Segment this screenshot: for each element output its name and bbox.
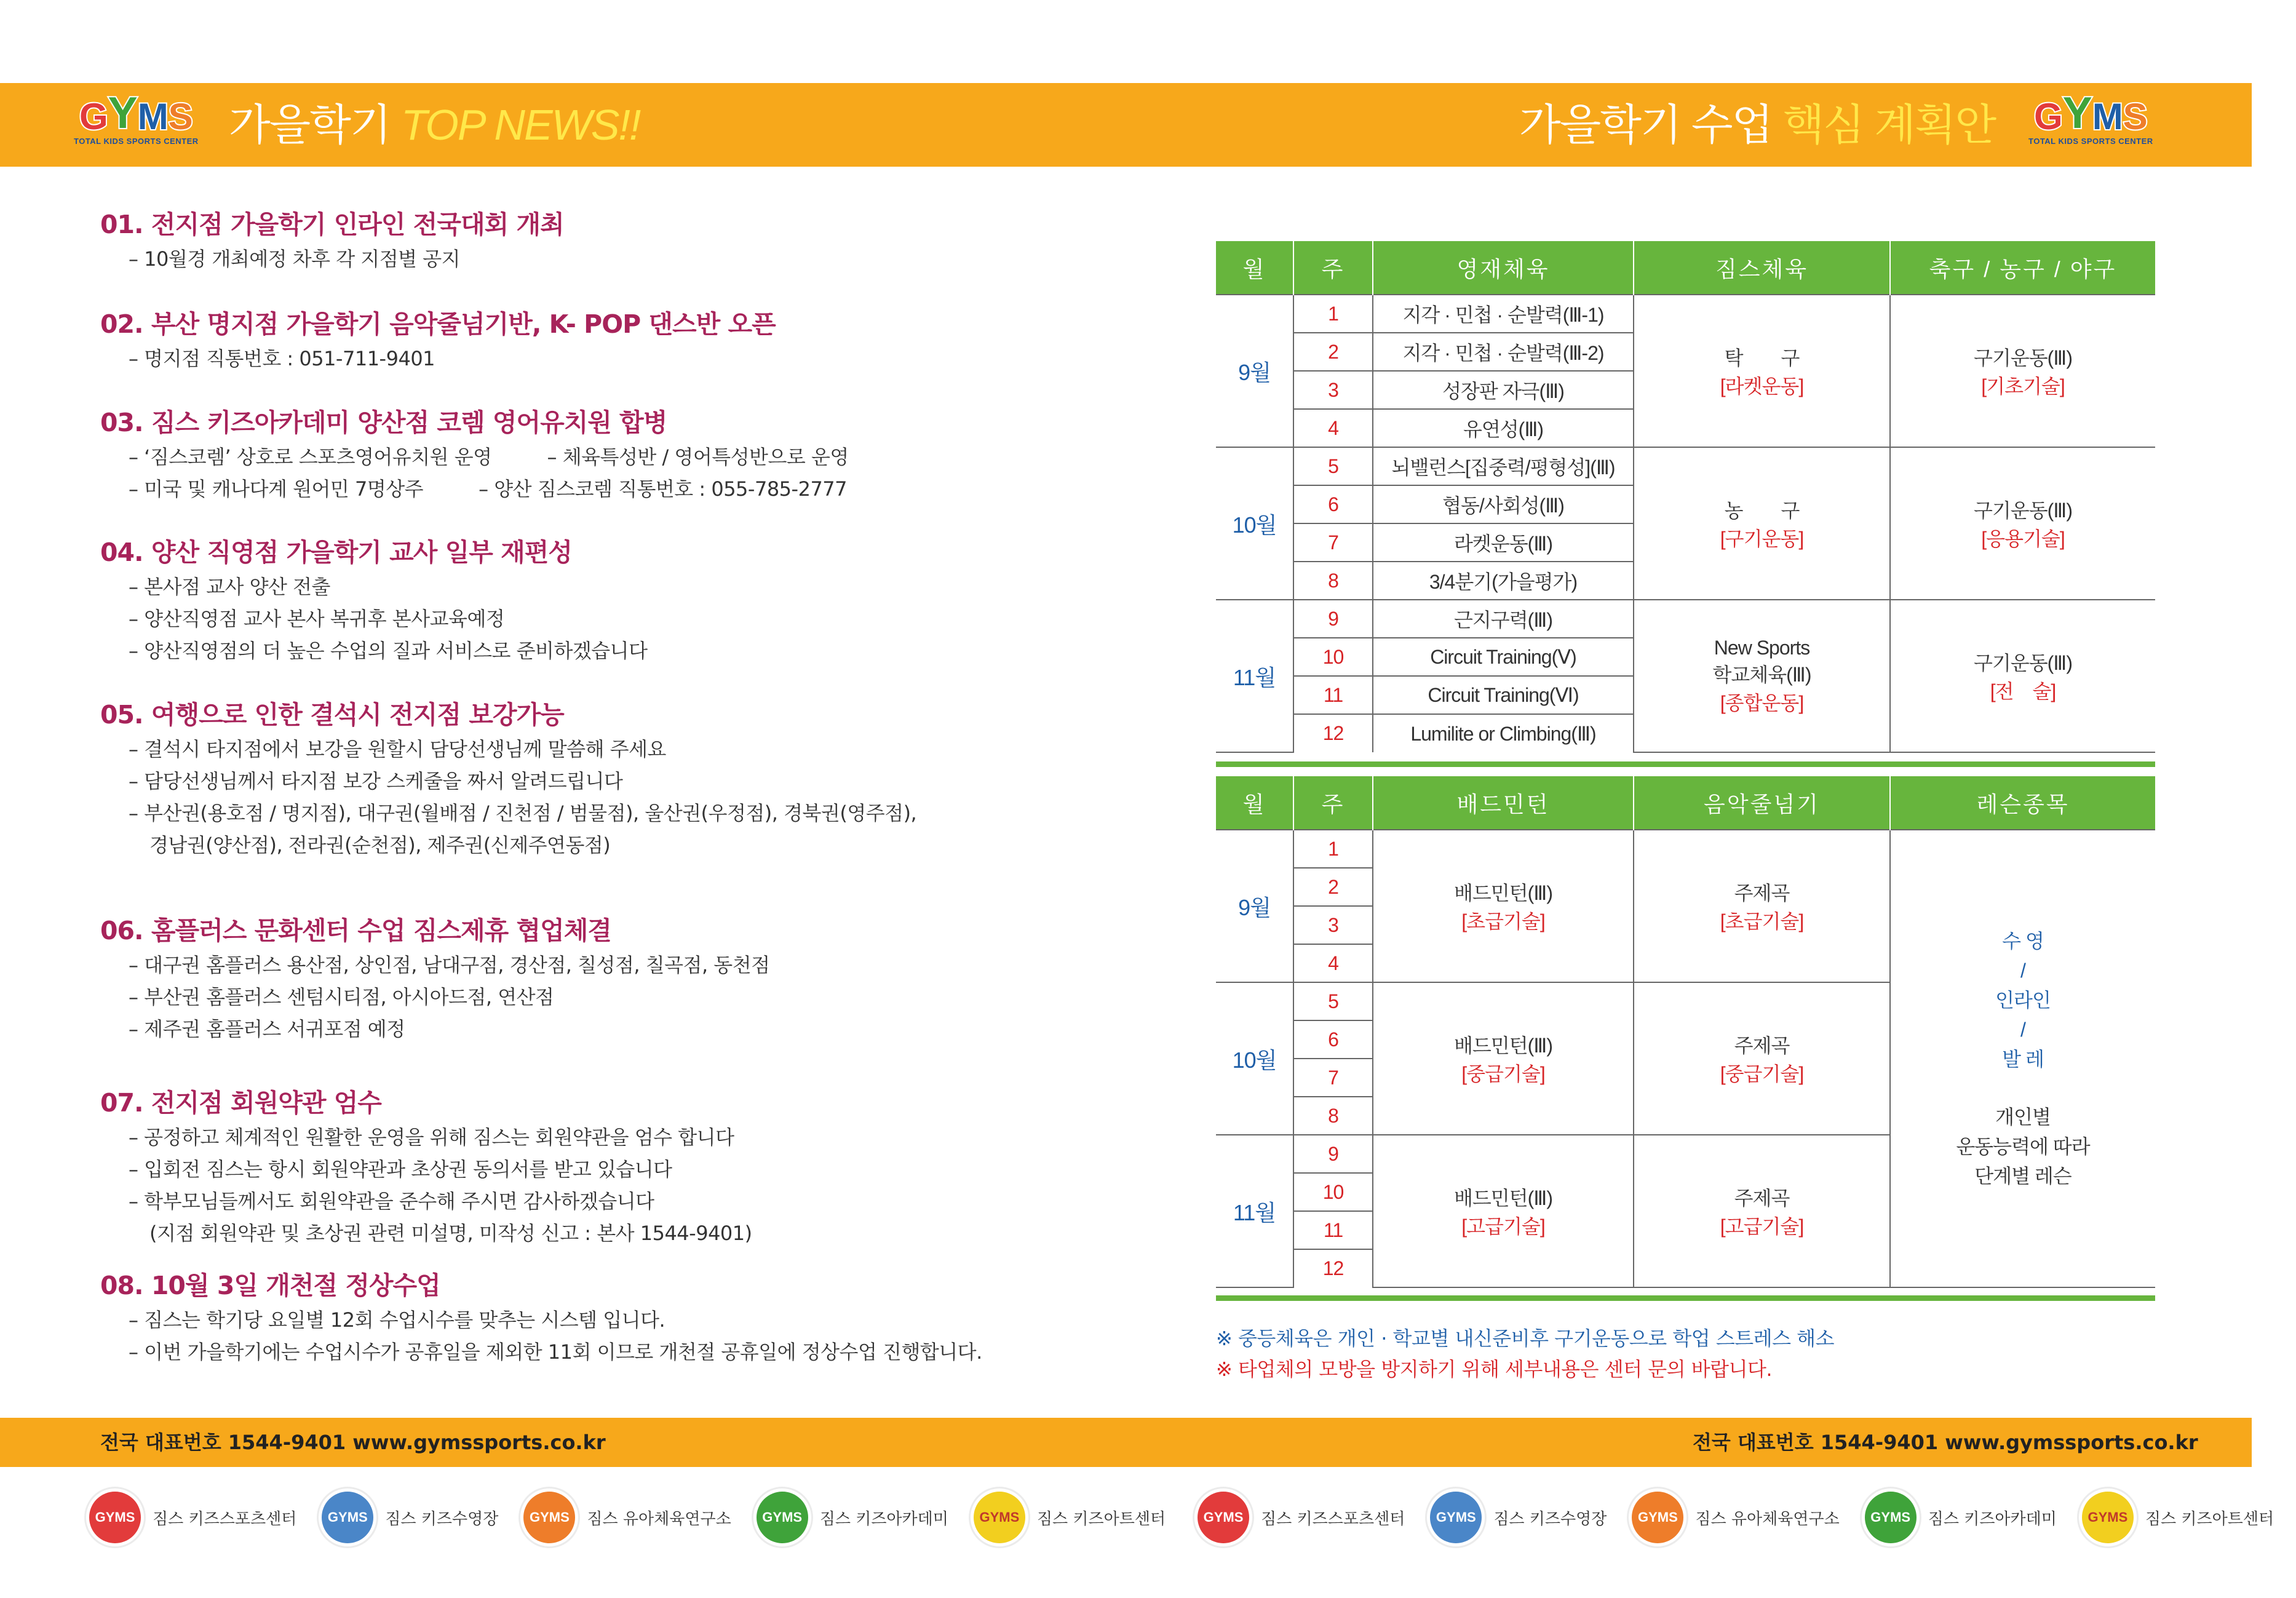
- center-badge-icon: GYMS: [319, 1489, 376, 1546]
- week-cell: 7: [1293, 523, 1373, 562]
- gifted-cell: Lumilite or Climbing(Ⅲ): [1373, 714, 1634, 752]
- week-cell: 8: [1293, 1097, 1373, 1135]
- week-cell: 5: [1293, 982, 1373, 1020]
- gyms-logo-mark: G Y M S: [79, 89, 193, 138]
- month-cell: 10월: [1216, 447, 1293, 600]
- col-header-gyms: 짐스체육: [1634, 241, 1890, 295]
- center-badge-icon: GYMS: [1427, 1489, 1485, 1546]
- center-logo-item: GYMS 짐스 키즈스포츠센터: [1194, 1489, 1405, 1546]
- month-cell: 11월: [1216, 1135, 1293, 1287]
- gifted-cell: Circuit Training(Ⅵ): [1373, 676, 1634, 714]
- news-title: 04. 양산 직영점 가을학기 교사 일부 재편성: [100, 538, 572, 567]
- week-cell: 1: [1293, 830, 1373, 868]
- table-header-row: [1216, 241, 2155, 295]
- week-cell: 10: [1293, 1173, 1373, 1211]
- news-item-02: [100, 306, 776, 375]
- footer-phone-right: 전국 대표번호 1544-9401 www.gymssports.co.kr: [1693, 1431, 2198, 1454]
- center-logo-item: GYMS 짐스 키즈아카데미: [753, 1489, 948, 1546]
- center-logos-right: [1194, 1489, 2296, 1546]
- news-item-05: [100, 696, 916, 861]
- col-header-month: 월: [1216, 241, 1293, 295]
- week-cell: 11: [1293, 1211, 1373, 1249]
- center-logo-item: GYMS 짐스 키즈수영장: [319, 1489, 498, 1546]
- col-header-week: 주: [1293, 776, 1373, 830]
- center-badge-icon: GYMS: [2079, 1489, 2137, 1546]
- gyms-cell: 탁 구 [라켓운동]: [1634, 295, 1890, 447]
- week-cell: 4: [1293, 409, 1373, 447]
- gifted-cell: 성장판 자극(Ⅲ): [1373, 371, 1634, 409]
- lesson-cell: 수 영 / 인라인 / 발 레 개인별 운동능력에 따라 단계별 레슨: [1890, 830, 2155, 1287]
- news-line: – 부산권(용호점 / 명지점), 대구권(월배점 / 진천점 / 범물점), 울산권(우정점), 경북권(영주점),: [129, 801, 917, 825]
- jumprope-cell: 주제곡 [중급기술]: [1634, 982, 1890, 1135]
- news-title: 05. 여행으로 인한 결석시 전지점 보강가능: [100, 700, 564, 729]
- news-line: – 10월경 개최예정 차후 각 지점별 공지: [129, 247, 461, 271]
- week-cell: 5: [1293, 447, 1373, 485]
- news-line: – 제주권 홈플러스 서귀포점 예정: [129, 1017, 405, 1041]
- badminton-cell: 배드민턴(Ⅲ) [중급기술]: [1373, 982, 1634, 1135]
- week-cell: 12: [1293, 1249, 1373, 1287]
- jumprope-cell: 주제곡 [초급기술]: [1634, 830, 1890, 982]
- news-line: – 결석시 타지점에서 보강을 원할시 담당선생님께 말씀해 주세요: [129, 737, 666, 761]
- week-cell: 1: [1293, 295, 1373, 333]
- month-cell: 10월: [1216, 982, 1293, 1135]
- gyms-logo-tagline: TOTAL KIDS SPORTS CENTER: [2028, 137, 2153, 146]
- schedule-table-1: [1216, 241, 2155, 753]
- table-row: [1216, 295, 2155, 333]
- news-item-03: [100, 404, 849, 505]
- gyms-cell: New Sports 학교체육(Ⅲ) [종합운동]: [1634, 600, 1890, 752]
- gifted-cell: 유연성(Ⅲ): [1373, 409, 1634, 447]
- center-badge-icon: GYMS: [1862, 1489, 1920, 1546]
- gifted-cell: 지각 · 민첩 · 순발력(Ⅲ-2): [1373, 333, 1634, 371]
- badminton-cell: 배드민턴(Ⅲ) [초급기술]: [1373, 830, 1634, 982]
- col-header-month: 월: [1216, 776, 1293, 830]
- week-cell: 12: [1293, 714, 1373, 752]
- gyms-cell: 농 구 [구기운동]: [1634, 447, 1890, 600]
- schedule-table-2: [1216, 776, 2155, 1288]
- week-cell: 6: [1293, 1020, 1373, 1059]
- gifted-cell: 라켓운동(Ⅲ): [1373, 523, 1634, 562]
- month-cell: 9월: [1216, 830, 1293, 982]
- col-header-badminton: 배드민턴: [1373, 776, 1634, 830]
- news-line: (지점 회원약관 및 초상권 관련 미설명, 미작성 신고 : 본사 1544-9401): [149, 1222, 752, 1245]
- news-line: – 이번 가을학기에는 수업시수가 공휴일을 제외한 11회 이므로 개천절 공휴일에 정상수업 진행합니다.: [129, 1340, 982, 1364]
- news-line: – 공정하고 체계적인 원활한 운영을 위해 짐스는 회원약관을 엄수 합니다: [129, 1126, 734, 1149]
- table-row: [1216, 600, 2155, 638]
- ball-cell: 구기운동(Ⅲ) [응용기술]: [1890, 447, 2155, 600]
- note-line: ※ 타업체의 모방을 방지하기 위해 세부내용은 센터 문의 바랍니다.: [1216, 1358, 1773, 1381]
- news-line: – 명지점 직통번호 : 051-711-9401: [129, 347, 435, 370]
- news-line: – ‘짐스코렘’ 상호로 스포츠영어유치원 운영 – 체육특성반 / 영어특성반으로 운영: [129, 445, 849, 469]
- gifted-cell: 3/4분기(가을평가): [1373, 562, 1634, 600]
- center-logo-item: GYMS 짐스 키즈아트센터: [2079, 1489, 2274, 1546]
- center-logo-item: GYMS 짐스 키즈스포츠센터: [86, 1489, 296, 1546]
- table-row: [1216, 830, 2155, 868]
- news-line: – 짐스는 학기당 요일별 12회 수업시수를 맞추는 시스템 입니다.: [129, 1308, 665, 1332]
- news-line: – 본사점 교사 양산 전출: [129, 575, 330, 598]
- gifted-cell: 뇌밸런스[집중력/평형성](Ⅲ): [1373, 447, 1634, 485]
- week-cell: 2: [1293, 333, 1373, 371]
- center-logos-left: [86, 1489, 1188, 1546]
- center-badge-icon: GYMS: [1629, 1489, 1686, 1546]
- week-cell: 10: [1293, 638, 1373, 676]
- jumprope-cell: 주제곡 [고급기술]: [1634, 1135, 1890, 1287]
- ball-cell: 구기운동(Ⅲ) [기초기술]: [1890, 295, 2155, 447]
- col-header-ball: 축구 / 농구 / 야구: [1890, 241, 2155, 295]
- news-item-08: [100, 1267, 982, 1368]
- col-header-gifted: 영재체육: [1373, 241, 1634, 295]
- center-badge-icon: GYMS: [86, 1489, 144, 1546]
- gifted-cell: 지각 · 민첩 · 순발력(Ⅲ-1): [1373, 295, 1634, 333]
- week-cell: 11: [1293, 676, 1373, 714]
- week-cell: 9: [1293, 600, 1373, 638]
- right-page-title: 가을학기 수업 핵심 계획안: [1519, 101, 1996, 149]
- center-badge-icon: GYMS: [753, 1489, 811, 1546]
- notes: [1216, 1323, 1834, 1385]
- week-cell: 3: [1293, 906, 1373, 944]
- table-divider: [1216, 761, 2155, 767]
- news-title: 08. 10월 3일 개천절 정상수업: [100, 1271, 440, 1300]
- note-line: ※ 중등체육은 개인 · 학교별 내신준비후 구기운동으로 학업 스트레스 해소: [1216, 1327, 1834, 1350]
- center-logo-item: GYMS 짐스 키즈수영장: [1427, 1489, 1607, 1546]
- week-cell: 8: [1293, 562, 1373, 600]
- center-logo-item: GYMS 짐스 유아체육연구소: [520, 1489, 731, 1546]
- badminton-cell: 배드민턴(Ⅲ) [고급기술]: [1373, 1135, 1634, 1287]
- month-cell: 9월: [1216, 295, 1293, 447]
- week-cell: 2: [1293, 868, 1373, 906]
- news-title: 03. 짐스 키즈아카데미 양산점 코렘 영어유치원 합병: [100, 408, 667, 437]
- gifted-cell: 협동/사회성(Ⅲ): [1373, 485, 1634, 523]
- week-cell: 6: [1293, 485, 1373, 523]
- gyms-logo-mark: G Y M S: [2033, 89, 2148, 138]
- week-cell: 9: [1293, 1135, 1373, 1173]
- col-header-lesson: 레슨종목: [1890, 776, 2155, 830]
- news-item-01: [100, 206, 564, 275]
- news-line: – 입회전 짐스는 항시 회원약관과 초상권 동의서를 받고 있습니다: [129, 1158, 672, 1181]
- ball-cell: 구기운동(Ⅲ) [전 술]: [1890, 600, 2155, 752]
- news-item-07: [100, 1084, 752, 1249]
- news-title: 01. 전지점 가을학기 인라인 전국대회 개최: [100, 210, 564, 239]
- month-cell: 11월: [1216, 600, 1293, 752]
- center-badge-icon: GYMS: [1194, 1489, 1252, 1546]
- news-item-04: [100, 534, 648, 667]
- footer-phone-left: 전국 대표번호 1544-9401 www.gymssports.co.kr: [100, 1431, 606, 1454]
- col-header-week: 주: [1293, 241, 1373, 295]
- col-header-jumprope: 음악줄넘기: [1634, 776, 1890, 830]
- news-line: – 학부모님들께서도 회원약관을 준수해 주시면 감사하겠습니다: [129, 1190, 654, 1213]
- center-badge-icon: GYMS: [971, 1489, 1028, 1546]
- table-divider: [1216, 1295, 2155, 1301]
- gyms-logo-tagline: TOTAL KIDS SPORTS CENTER: [74, 137, 199, 146]
- center-logo-item: GYMS 짐스 키즈아카데미: [1862, 1489, 2057, 1546]
- gyms-logo-right: [2028, 91, 2153, 146]
- left-page-title: 가을학기 TOP NEWS!!: [229, 101, 640, 149]
- news-title: 06. 홈플러스 문화센터 수업 짐스제휴 협업체결: [100, 916, 611, 945]
- week-cell: 4: [1293, 944, 1373, 982]
- table-row: [1216, 447, 2155, 485]
- gyms-logo-left: [74, 91, 199, 146]
- news-line: 경남권(양산점), 전라권(순천점), 제주권(신제주연동점): [149, 833, 611, 857]
- gifted-cell: Circuit Training(Ⅴ): [1373, 638, 1634, 676]
- news-title: 07. 전지점 회원약관 엄수: [100, 1088, 381, 1118]
- week-cell: 7: [1293, 1059, 1373, 1097]
- news-title: 02. 부산 명지점 가을학기 음악줄넘기반, K- POP 댄스반 오픈: [100, 309, 776, 339]
- news-line: – 양산직영점 교사 본사 복귀후 본사교육예정: [129, 607, 505, 630]
- news-line: – 담당선생님께서 타지점 보강 스케줄을 짜서 알려드립니다: [129, 769, 623, 793]
- center-logo-item: GYMS 짐스 키즈아트센터: [971, 1489, 1166, 1546]
- week-cell: 3: [1293, 371, 1373, 409]
- news-line: – 양산직영점의 더 높은 수업의 질과 서비스로 준비하겠습니다: [129, 639, 648, 662]
- news-line: – 부산권 홈플러스 센텀시티점, 아시아드점, 연산점: [129, 985, 554, 1009]
- news-line: – 미국 및 캐나다계 원어민 7명상주 – 양산 짐스코렘 직통번호 : 055-785-2777: [129, 477, 848, 501]
- news-line: – 대구권 홈플러스 용산점, 상인점, 남대구점, 경산점, 칠성점, 칠곡점, 동천점: [129, 953, 770, 977]
- table-header-row: [1216, 776, 2155, 830]
- news-item-06: [100, 912, 770, 1045]
- center-badge-icon: GYMS: [520, 1489, 578, 1546]
- gifted-cell: 근지구력(Ⅲ): [1373, 600, 1634, 638]
- center-logo-item: GYMS 짐스 유아체육연구소: [1629, 1489, 1839, 1546]
